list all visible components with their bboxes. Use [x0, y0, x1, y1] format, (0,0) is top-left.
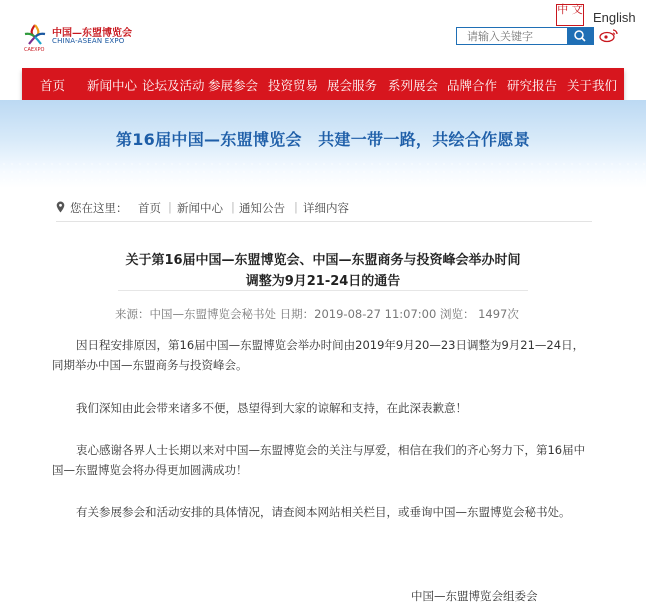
banner-slogan: 第16届中国—东盟博览会 共建一带一路，共绘合作愿景: [115, 130, 531, 149]
nav-item-research[interactable]: 研究报告: [507, 78, 558, 93]
article-paragraph: 有关参展参会和活动安排的具体情况，请查阅本网站相关栏目，或垂询中国—东盟博览会秘书处。: [76, 505, 571, 519]
breadcrumb-item-detail: 详细内容: [303, 201, 349, 215]
nav-item-exhibit[interactable]: 参展参会: [208, 78, 259, 93]
article-paragraph: 衷心感谢各界人士长期以来对中国—东盟博览会的关注与厚爱，相信在我们的齐心努力下，第16届中国—东盟博览会将办得更加圆满成功！: [52, 443, 586, 477]
expo-logo-icon: [22, 22, 48, 48]
logo-text-en: CHINA-ASEAN EXPO: [52, 37, 125, 45]
nav-item-investment[interactable]: 投资贸易: [268, 78, 319, 93]
article-paragraph: 因日程安排原因，第16届中国—东盟博览会举办时间由2019年9月20—23日调整为9月21—24日，同期举办中国—东盟商务与投资峰会。: [52, 338, 585, 372]
logo-text-sub: CAEXPO: [24, 47, 45, 53]
search-button[interactable]: [567, 28, 593, 44]
site-logo[interactable]: [22, 20, 142, 52]
nav-item-home[interactable]: 首页: [40, 78, 66, 93]
breadcrumb-item-home[interactable]: 首页: [138, 201, 161, 215]
search-box: [456, 27, 594, 45]
breadcrumb-label: 您在这里：: [70, 201, 128, 215]
breadcrumb-item-news[interactable]: 新闻中心: [177, 201, 223, 215]
nav-item-about[interactable]: 关于我们: [567, 78, 618, 93]
language-english-link[interactable]: English: [593, 10, 636, 25]
main-nav: [22, 68, 624, 100]
banner: [0, 100, 646, 188]
location-pin-icon: [56, 201, 65, 213]
article-paragraph: 我们深知由此会带来诸多不便，恳望得到大家的谅解和支持，在此深表歉意！: [76, 401, 467, 415]
breadcrumb-separator: |: [231, 200, 235, 214]
top-bar: [0, 0, 646, 68]
article-title-line-2: 调整为9月21-24日的通告: [245, 274, 401, 289]
breadcrumb-divider: [56, 221, 592, 222]
nav-item-series[interactable]: 系列展会: [388, 78, 439, 93]
search-input[interactable]: [457, 28, 567, 44]
nav-item-forum[interactable]: 论坛及活动: [142, 78, 205, 93]
breadcrumb-separator: |: [294, 200, 298, 214]
language-chinese-link[interactable]: 中 文: [556, 4, 584, 26]
breadcrumb-separator: |: [168, 200, 172, 214]
weibo-icon[interactable]: [598, 27, 620, 43]
nav-item-services[interactable]: 展会服务: [327, 78, 378, 93]
nav-item-news[interactable]: 新闻中心: [87, 78, 138, 93]
article-title-line-1: 关于第16届中国—东盟博览会、中国—东盟商务与投资峰会举办时间: [125, 253, 521, 268]
title-divider: [118, 290, 528, 291]
breadcrumb-item-notices[interactable]: 通知公告: [239, 201, 285, 215]
logo-text-cn: 中国—东盟博览会: [52, 28, 132, 39]
search-icon: [567, 28, 593, 44]
article-meta: 来源：中国—东盟博览会秘书处 日期：2019-08-27 11:07:00 浏览： 1497次: [115, 307, 519, 321]
article-signature: 中国—东盟博览会组委会: [411, 589, 538, 603]
banner-decoration: [0, 160, 646, 188]
nav-item-brand[interactable]: 品牌合作: [447, 78, 498, 93]
